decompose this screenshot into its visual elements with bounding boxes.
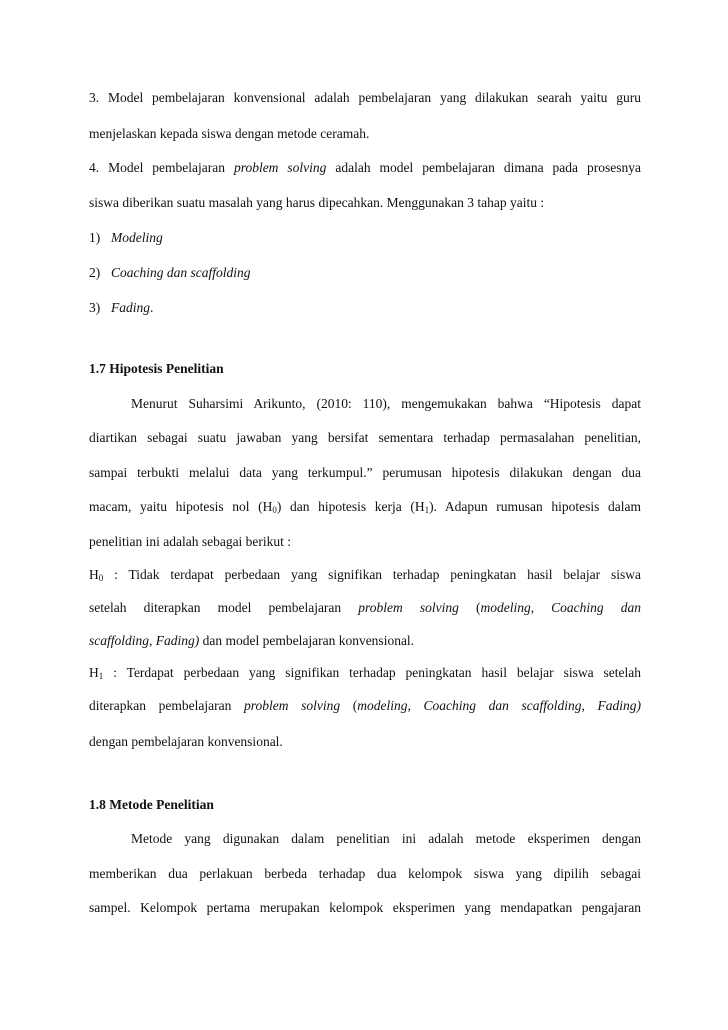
h1-line2: [89, 697, 641, 714]
h0-symbol: H: [89, 567, 99, 582]
italic-term: Fading): [597, 698, 641, 713]
item4-line1-em: problem solving: [233, 160, 327, 175]
step-label: Modeling: [111, 230, 163, 245]
item3-line1: 3. Model pembelajaran konvensional adalah pembelajaran yang dilakukan searah yaitu guru: [89, 90, 641, 105]
text-span: (: [340, 698, 358, 713]
text-span: ). Adapun rumusan hipotesis dalam: [429, 499, 641, 514]
item4-line1-pre: 4. Model pembelajaran: [89, 160, 234, 175]
step-number: 1): [89, 230, 101, 245]
text-span: ) dan hipotesis kerja (H: [276, 499, 425, 514]
italic-term: scaffolding: [89, 633, 149, 648]
hipotesis-para-line4: [89, 498, 641, 515]
item4-line1-post: adalah model pembelajaran dimana pada prosesnya: [326, 160, 641, 175]
hipotesis-para-line3: sampai terbukti melalui data yang terkumpul.” perumusan hipotesis dilakukan dengan dua: [89, 465, 641, 480]
subscript: 1: [424, 505, 430, 515]
subscript: 0: [272, 505, 277, 515]
section-heading-metode: 1.8 Metode Penelitian: [89, 797, 214, 812]
h0-line1: [89, 566, 641, 583]
text-span: setelah diterapkan model pembelajaran: [89, 600, 359, 615]
h1-symbol: H: [89, 665, 99, 680]
step-number: 3): [89, 300, 101, 315]
step-label: Coaching dan scaffolding: [111, 265, 251, 280]
subscript: 0: [98, 573, 104, 583]
text-span: dan model pembelajaran konvensional.: [199, 633, 415, 648]
text-span: : Tidak terdapat perbedaan yang signifikan terhadap peningkatan hasil belajar siswa: [103, 567, 641, 582]
section-heading-hipotesis: 1.7 Hipotesis Penelitian: [89, 361, 224, 376]
h1-line3: dengan pembelajaran konvensional.: [89, 734, 283, 749]
step-number: 2): [89, 265, 101, 280]
item3-line2: menjelaskan kepada siswa dengan metode ceramah.: [89, 126, 370, 141]
text-span: (: [458, 600, 481, 615]
step-item: [89, 299, 641, 316]
italic-term: modeling, Coaching dan: [480, 600, 641, 615]
italic-term: modeling, Coaching dan scaffolding: [357, 698, 582, 713]
h0-line2: [89, 599, 641, 616]
text-span: diterapkan pembelajaran: [89, 698, 244, 713]
h1-line1: [89, 664, 641, 681]
hipotesis-para-line1: Menurut Suharsimi Arikunto, (2010: 110), mengemukakan bahwa “Hipotesis dapat: [131, 396, 641, 411]
item4-line1: [89, 159, 641, 176]
italic-term: problem solving: [358, 600, 459, 615]
italic-term: Fading): [155, 633, 200, 648]
metode-para-line2: memberikan dua perlakuan berbeda terhadap dua kelompok siswa yang dipilih sebagai: [89, 866, 641, 881]
step-item: [89, 264, 641, 281]
step-item: [89, 229, 641, 246]
text-span: macam, yaitu hipotesis nol (H: [89, 499, 273, 514]
subscript: 1: [98, 671, 104, 681]
text-span: : Terdapat perbedaan yang signifikan terhadap peningkatan hasil belajar siswa setelah: [103, 665, 641, 680]
step-label: Fading: [111, 300, 150, 315]
metode-para-line1: Metode yang digunakan dalam penelitian ini adalah metode eksperimen dengan: [131, 831, 641, 846]
text-span: ,: [149, 633, 156, 648]
text-span: ,: [581, 698, 598, 713]
step-suffix: .: [150, 300, 154, 315]
hipotesis-para-line5: penelitian ini adalah sebagai berikut :: [89, 534, 292, 549]
metode-para-line3: sampel. Kelompok pertama merupakan kelompok eksperimen yang mendapatkan pengajaran: [89, 900, 641, 915]
italic-term: problem solving: [243, 698, 341, 713]
h0-line3: [89, 632, 641, 649]
item4-line2: siswa diberikan suatu masalah yang harus dipecahkan. Menggunakan 3 tahap yaitu :: [89, 195, 545, 210]
hipotesis-para-line2: diartikan sebagai suatu jawaban yang bersifat sementara terhadap permasalahan penelitian,: [89, 430, 641, 445]
